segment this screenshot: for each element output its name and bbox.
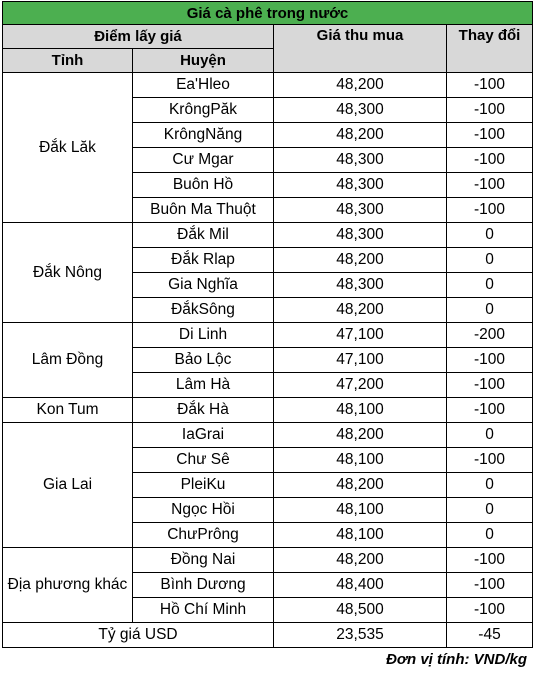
district-cell: Đắk Rlap (133, 248, 274, 273)
district-cell: Ngọc Hồi (133, 498, 274, 523)
price-cell: 47,200 (274, 373, 447, 398)
district-cell: Ea'Hleo (133, 73, 274, 98)
province-cell: Địa phương khác (3, 548, 133, 623)
header-province: Tỉnh (3, 49, 133, 73)
district-cell: Hồ Chí Minh (133, 598, 274, 623)
district-cell: Di Linh (133, 323, 274, 348)
district-cell: Đồng Nai (133, 548, 274, 573)
price-cell: 48,200 (274, 473, 447, 498)
district-cell: Chư Sê (133, 448, 274, 473)
table-row (3, 423, 533, 448)
table-row (3, 548, 533, 573)
change-cell: 0 (447, 298, 533, 323)
price-cell: 48,200 (274, 248, 447, 273)
table-title-row (3, 2, 533, 25)
district-cell: ĐắkSông (133, 298, 274, 323)
change-cell: -200 (447, 323, 533, 348)
district-cell: KrôngNăng (133, 123, 274, 148)
change-cell: -100 (447, 573, 533, 598)
change-cell: 0 (447, 223, 533, 248)
price-cell: 48,200 (274, 298, 447, 323)
change-cell: 0 (447, 523, 533, 548)
price-cell: 48,200 (274, 423, 447, 448)
change-cell: 0 (447, 273, 533, 298)
change-cell: -100 (447, 598, 533, 623)
change-cell: -100 (447, 198, 533, 223)
table-title: Giá cà phê trong nước (3, 2, 533, 25)
province-cell: Lâm Đồng (3, 323, 133, 398)
price-cell: 48,400 (274, 573, 447, 598)
district-cell: Gia Nghĩa (133, 273, 274, 298)
header-price: Giá thu mua (274, 25, 447, 73)
change-cell: -100 (447, 123, 533, 148)
usd-rate-label: Tỷ giá USD (3, 623, 274, 648)
price-cell: 48,100 (274, 398, 447, 423)
price-cell: 48,100 (274, 523, 447, 548)
price-cell: 47,100 (274, 348, 447, 373)
price-cell: 48,500 (274, 598, 447, 623)
province-cell: Đắk Nông (3, 223, 133, 323)
change-cell: 0 (447, 248, 533, 273)
change-cell: -100 (447, 73, 533, 98)
change-cell: 0 (447, 498, 533, 523)
price-cell: 48,100 (274, 498, 447, 523)
header-change: Thay đổi (447, 25, 533, 73)
province-cell: Đắk Lăk (3, 73, 133, 223)
table-row (3, 223, 533, 248)
district-cell: Đắk Mil (133, 223, 274, 248)
change-cell: -100 (447, 373, 533, 398)
change-cell: -100 (447, 448, 533, 473)
price-cell: 48,100 (274, 448, 447, 473)
change-cell: -100 (447, 348, 533, 373)
coffee-price-table (2, 1, 533, 648)
district-cell: Buôn Ma Thuột (133, 198, 274, 223)
change-cell: -100 (447, 98, 533, 123)
district-cell: Buôn Hồ (133, 173, 274, 198)
district-cell: Bảo Lộc (133, 348, 274, 373)
header-row-1 (3, 25, 533, 49)
district-cell: IaGrai (133, 423, 274, 448)
change-cell: -100 (447, 148, 533, 173)
price-cell: 48,300 (274, 223, 447, 248)
district-cell: Cư Mgar (133, 148, 274, 173)
district-cell: PleiKu (133, 473, 274, 498)
header-location: Điểm lấy giá (3, 25, 274, 49)
price-cell: 48,300 (274, 98, 447, 123)
change-cell: -100 (447, 173, 533, 198)
district-cell: Bình Dương (133, 573, 274, 598)
price-cell: 48,200 (274, 73, 447, 98)
price-cell: 47,100 (274, 323, 447, 348)
change-cell: -100 (447, 398, 533, 423)
usd-rate-change: -45 (447, 623, 533, 648)
district-cell: Lâm Hà (133, 373, 274, 398)
district-cell: ChưPrông (133, 523, 274, 548)
header-district: Huyện (133, 49, 274, 73)
table-row (3, 73, 533, 98)
price-cell: 48,300 (274, 273, 447, 298)
price-cell: 48,300 (274, 198, 447, 223)
price-cell: 48,200 (274, 548, 447, 573)
price-cell: 48,300 (274, 148, 447, 173)
table-row (3, 323, 533, 348)
unit-note: Đơn vị tính: VND/kg (386, 651, 527, 668)
province-cell: Kon Tum (3, 398, 133, 423)
price-cell: 48,300 (274, 173, 447, 198)
district-cell: Đắk Hà (133, 398, 274, 423)
usd-rate-row (3, 623, 533, 648)
province-cell: Gia Lai (3, 423, 133, 548)
district-cell: KrôngPăk (133, 98, 274, 123)
change-cell: -100 (447, 548, 533, 573)
price-cell: 48,200 (274, 123, 447, 148)
table-row (3, 398, 533, 423)
change-cell: 0 (447, 423, 533, 448)
usd-rate-value: 23,535 (274, 623, 447, 648)
change-cell: 0 (447, 473, 533, 498)
